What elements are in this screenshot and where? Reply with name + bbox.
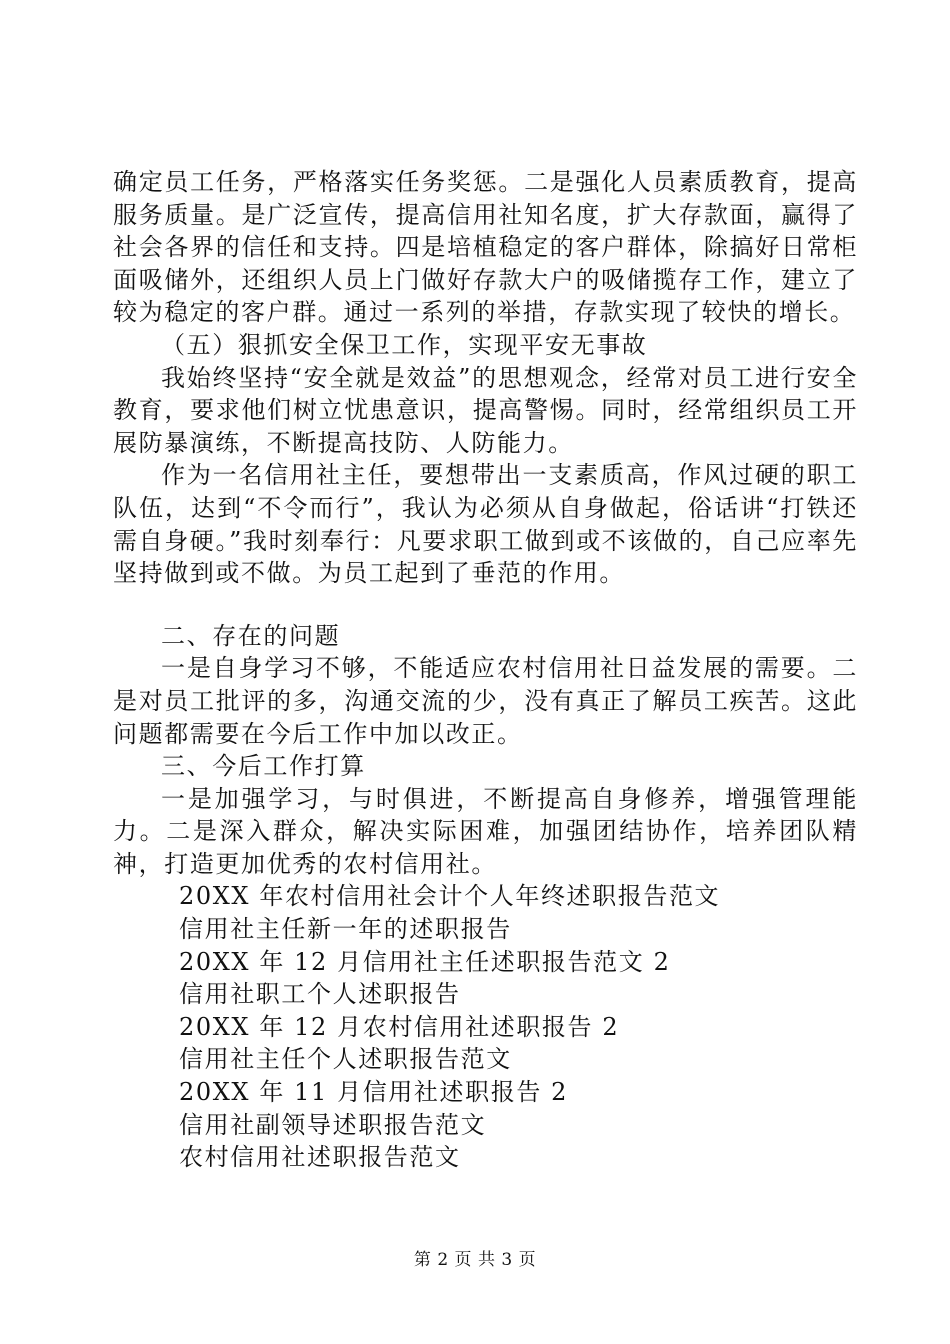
related-article-link[interactable]: 信用社副领导述职报告范文	[179, 1110, 487, 1139]
related-article-link[interactable]: 20XX 年 11 月信用社述职报告 2	[179, 1078, 569, 1107]
related-article-link[interactable]: 20XX 年 12 月农村信用社述职报告 2	[179, 1012, 620, 1041]
section-heading-security: （五）狠抓安全保卫工作，实现平安无事故	[161, 330, 648, 359]
paragraph-gap	[113, 590, 858, 620]
related-article-link[interactable]: 20XX 年 12 月信用社主任述职报告范文 2	[179, 947, 671, 976]
paragraph-security: 我始终坚持“安全就是效益”的思想观念，经常对员工进行安全教育，要求他们树立忧患意识，提高警惕。同时，经常组织员工开展防暴演练，不断提高技防、人防能力。	[113, 363, 858, 457]
section-heading-problems: 二、存在的问题	[161, 621, 341, 650]
lead-paragraph: 确定员工任务，严格落实任务奖惩。二是强化人员素质教育，提高服务质量。是广泛宣传，提高信用社知名度，扩大存款面，赢得了社会各界的信任和支持。四是培植稳定的客户群体，除搞好日常柜面吸储外，还组织人员上门做好存款大户的吸储揽存工作，建立了较为稳定的客户群。通过一系列的举措，存款实现了较快的增长。	[113, 168, 858, 327]
paragraph-problems: 一是自身学习不够，不能适应农村信用社日益发展的需要。二是对员工批评的多，沟通交流的少，没有真正了解员工疾苦。这此问题都需要在今后工作中加以改正。	[113, 654, 858, 748]
related-article-link[interactable]: 信用社主任新一年的述职报告	[179, 915, 512, 944]
paragraph-role-model: 作为一名信用社主任，要想带出一支素质高，作风过硬的职工队伍，达到“不令而行”，我认为必须从自身做起，俗话讲“打铁还需自身硬。”我时刻奉行：凡要求职工做到或不该做的，自己应率先坚持做到或不做。为员工起到了垂范的作用。	[113, 461, 858, 588]
related-article-link[interactable]: 信用社职工个人述职报告	[179, 980, 461, 1009]
related-articles-list	[113, 880, 858, 1173]
section-heading-plans: 三、今后工作打算	[161, 752, 366, 781]
page-number-footer: 第 2 页 共 3 页	[413, 1250, 537, 1270]
related-article-link[interactable]: 农村信用社述职报告范文	[179, 1143, 461, 1172]
document-body	[113, 166, 858, 1174]
paragraph-plans: 一是加强学习，与时俱进，不断提高自身修养，增强管理能力。二是深入群众，解决实际困难，加强团结协作，培养团队精神，打造更加优秀的农村信用社。	[113, 784, 858, 878]
related-article-link[interactable]: 20XX 年农村信用社会计个人年终述职报告范文	[179, 882, 721, 911]
related-article-link[interactable]: 信用社主任个人述职报告范文	[179, 1045, 512, 1074]
